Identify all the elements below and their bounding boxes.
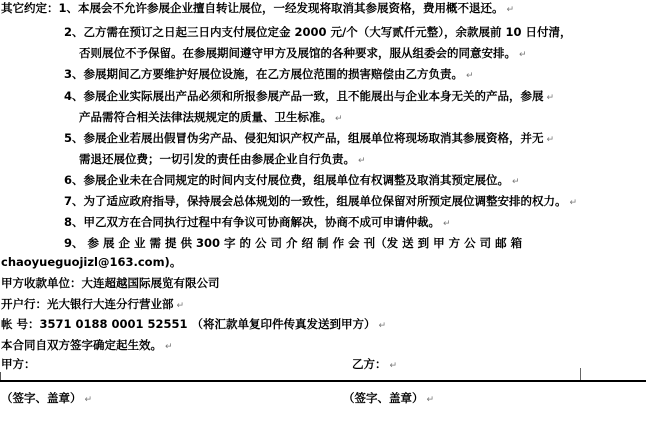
term-line-2: 2、乙方需在预订之日起三日内支付展位定金 2000 元/个（大写贰仟元整），余款展前 10 日付清， [64,25,572,39]
term-line-5: 5、参展企业若展出假冒伪劣产品、侵犯知识产权产品，组展单位将现场取消其参展资格，并无 ↵ [64,131,555,145]
effective-line: 本合同自双方签字确定起生效。 ↵ [1,338,173,352]
term-line-9b: chaoyueguojizl@163.com)。 [1,255,182,269]
term-line-intro: 其它约定：1、本展会不允许参展企业擅自转让展位，一经发现将取消其参展资格，费用概不退还。 ↵ [1,1,515,15]
payee-line: 甲方收款单位：大连超越国际展览有限公司 [1,276,220,290]
term-line-3: 3、参展期间乙方要维护好展位设施，在乙方展位范围的损害赔偿由乙方负责。 ↵ [64,67,474,81]
term-line-2b: 否则展位不予保留。在参展期间遵守甲方及展馆的各种要求，服从组委会的同意安排。 ↵ [79,46,527,60]
party-a-sign: （签字、盖章） ↵ [1,391,93,405]
term-line-6: 6、参展企业未在合同规定的时间内支付展位费，组展单位有权调整及取消其预定展位。 ↵ [64,173,520,187]
term-line-7: 7、为了适应政府指导，保持展会总体规划的一致性，组展单位保留对所预定展位调整安排的权力。 ↵ [64,194,578,208]
term-line-4: 4、参展企业实际展出产品必须和所报参展产品一致，且不能展出与企业本身无关的产品，参展 ↵ [64,89,555,103]
term-line-5b: 需退还展位费；一切引发的责任由参展企业自行负责。 ↵ [79,152,366,166]
party-a-label: 甲方： [1,357,36,371]
party-b-sign: （签字、盖章） ↵ [343,391,435,405]
signature-divider [0,380,646,382]
term-line-9: 9、 参 展 企 业 需 提 供 300 字 的 公 司 介 绍 制 作 会 刊（发 送 到 甲 方 公 司 邮 箱 [64,236,523,250]
term-line-8: 8、甲乙双方在合同执行过程中有争议可协商解决，协商不成可申请仲裁。 ↵ [64,215,451,229]
bank-line: 开户行：光大银行大连分行营业部 ↵ [1,297,185,311]
party-b-label: 乙方： ↵ [352,357,398,371]
term-line-4b: 产品需符合相关法律法规规定的质量、卫生标准。 ↵ [79,110,343,124]
account-line: 帐 号：3571 0188 0001 52551 （将汇款单复印件传真发送到甲方） ↵ [1,317,387,331]
